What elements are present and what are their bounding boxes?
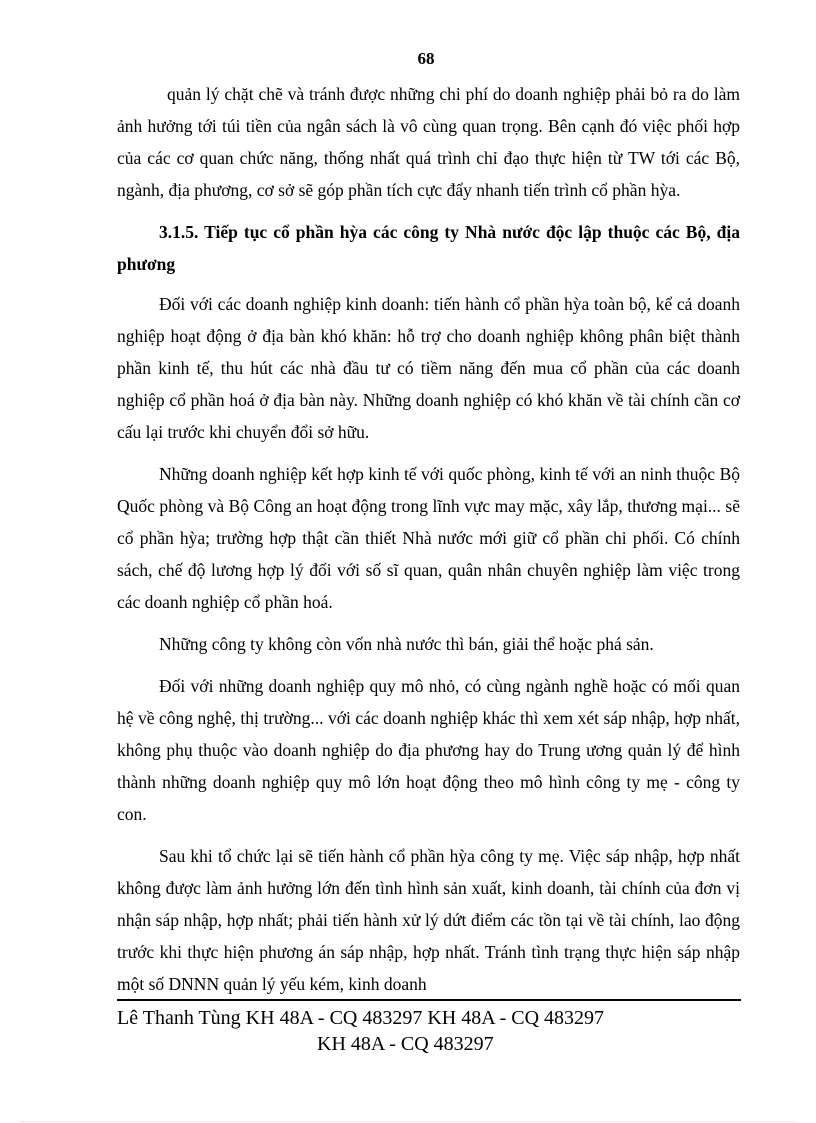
page-edge-divider <box>20 1121 796 1122</box>
paragraph: Sau khi tổ chức lại sẽ tiến hành cổ phần hỳa công ty mẹ. Việc sáp nhập, hợp nhất không được làm ảnh hưởng lớn đến tình hình sản xuất, kinh doanh, tài chính của đơn vị nhận sáp nhập, hợp nhất; phải tiến hành xử lý dứt điểm các tồn tại về tài chính, lao động trước khi thực hiện phương án sáp nhập, hợp nhất. Tránh tình trạng thực hiện sáp nhập một số DNNN quản lý yếu kém, kinh doanh <box>117 846 740 994</box>
paragraph: Những công ty không còn vốn nhà nước thì bán, giải thể hoặc phá sản. <box>159 634 654 654</box>
body-text <box>117 78 740 1010</box>
paragraph: Đối với những doanh nghiệp quy mô nhỏ, có cùng ngành nghề hoặc có mối quan hệ về công nghệ, thị trường... với các doanh nghiệp khác thì xem xét sáp nhập, hợp nhất, không phụ thuộc vào doanh nghiệp do địa phương hay do Trung ương quản lý để hình thành những doanh nghiệp quy mô lớn hoạt động theo mô hình công ty mẹ - công ty con. <box>117 676 740 824</box>
footer-line-2: KH 48A - CQ 483297 <box>317 1033 494 1055</box>
paragraph: Những doanh nghiệp kết hợp kinh tế với quốc phòng, kinh tế với an ninh thuộc Bộ Quốc phòng và Bộ Công an hoạt động trong lĩnh vực may mặc, xây lắp, thương mại... sẽ cổ phần hỳa; trường hợp thật cần thiết Nhà nước mới giữ cổ phần chi phối. Có chính sách, chế độ lương hợp lý đối với số sĩ quan, quân nhân chuyên nghiệp làm việc trong các doanh nghiệp cổ phần hoá. <box>117 464 740 612</box>
footer-line-1: Lê Thanh Tùng KH 48A - CQ 483297 KH 48A - CQ 483297 <box>117 1007 605 1029</box>
page-footer <box>117 1005 741 1057</box>
paragraph: Đối với các doanh nghiệp kinh doanh: tiến hành cổ phần hỳa toàn bộ, kể cả doanh nghiệp hoạt động ở địa bàn khó khăn: hỗ trợ cho doanh nghiệp không phân biệt thành phần kinh tế, thu hút các nhà đầu tư có tiềm năng đến mua cổ phần của các doanh nghiệp cổ phần hoá ở địa bàn này. Những doanh nghiệp có khó khăn về tài chính cần cơ cấu lại trước khi chuyển đổi sở hữu. <box>117 294 740 442</box>
footer-divider <box>117 999 741 1001</box>
paragraph-continuation: quản lý chặt chẽ và tránh được những chi phí do doanh nghiệp phải bỏ ra do làm ảnh hưởng tới túi tiền của ngân sách là vô cùng quan trọng. Bên cạnh đó việc phối hợp của các cơ quan chức năng, thống nhất quá trình chỉ đạo thực hiện từ TW tới các Bộ, ngành, địa phương, cơ sở sẽ góp phần tích cực đẩy nhanh tiến trình cổ phần hỳa. <box>117 84 740 200</box>
page-number: 68 <box>417 49 435 68</box>
section-heading: 3.1.5. Tiếp tục cổ phần hỳa các công ty Nhà nước độc lập thuộc các Bộ, địa phương <box>117 222 740 274</box>
